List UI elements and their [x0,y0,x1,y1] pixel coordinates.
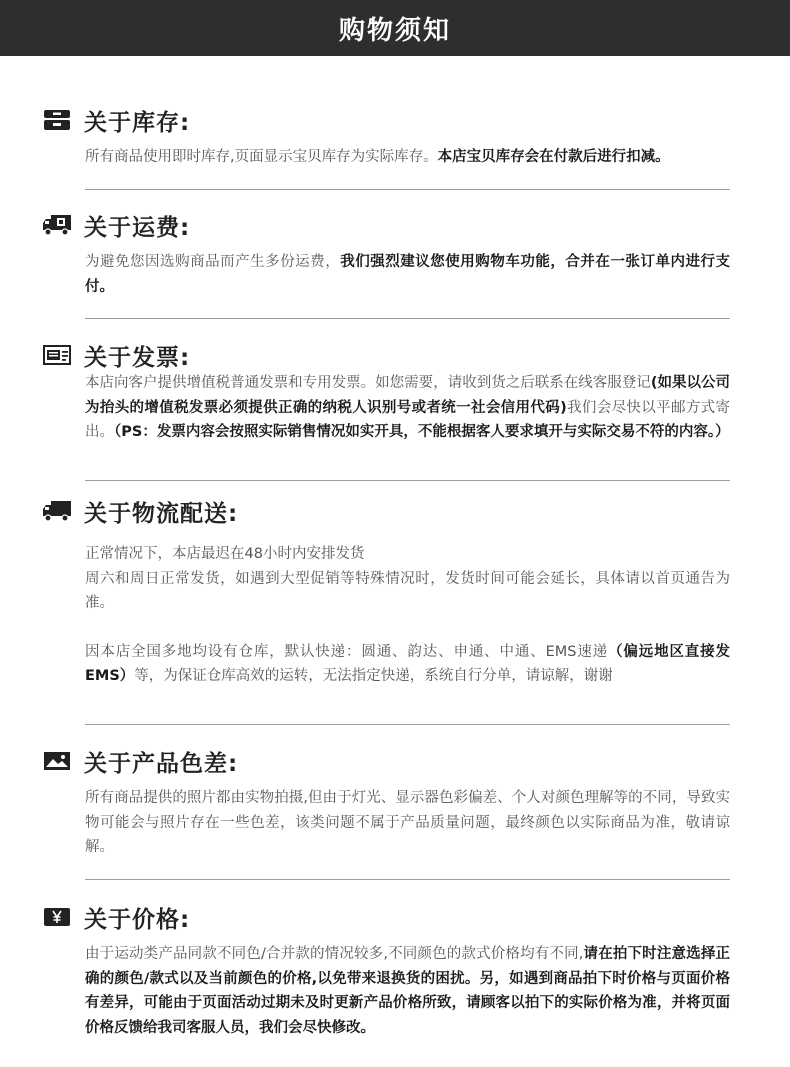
delivery-truck-icon [42,213,72,237]
page-title: 购物须知 [338,15,451,46]
section-title: 关于库存: [84,109,191,136]
section-body: 所有商品使用即时库存,页面显示宝贝库存为实际库存。本店宝贝库存会在付款后进行扣减。 [85,149,670,165]
image-icon [42,749,72,773]
section-title: 关于发票: [84,344,191,371]
section-body: 本店向客户提供增值税普通发票和专用发票。如您需要，请收到货之后联系在线客服登记(如果以公司为抬头的增值税发票必须提供正确的纳税人识别号或者统一社会信用代码)我们会尽快以平邮方式寄出。（PS：发票内容会按照实际销售情况如实开具，不能根据客人要求填开与实际交易不符的内容。） [85,375,731,440]
divider [85,189,730,190]
section-body: 正常情况下，本店最迟在48小时内安排发货 周六和周日正常发货，如遇到大型促销等特殊情况时，发货时间可能会延长，具体请以首页通告为准。 因本店全国多地均设有仓库，默认快递：圆通、韵达、申通、中通、EMS速递（偏远地区直接发EMS）等，为保证仓库高效的运转，无法指定快递，系统自行分单，请谅解，谢谢 [85,546,731,684]
invoice-icon [42,343,72,367]
divider [85,724,730,725]
section-body: 由于运动类产品同款不同色/合并款的情况较多,不同颜色的款式价格均有不同,请在拍下时注意选择正确的颜色/款式以及当前颜色的价格,以免带来退换货的困扰。另，如遇到商品拍下时价格与页面价格有差异，可能由于页面活动过期未及时更新产品价格所致，请顾客以拍下的实际价格为准，并将页面价格反馈给我司客服人员，我们会尽快修改。 [85,946,731,1036]
section-title: 关于物流配送: [84,500,239,527]
section-body: 所有商品提供的照片都由实物拍摄,但由于灯光、显示器色彩偏差、个人对颜色理解等的不同，导致实物可能会与照片存在一些色差，该类问题不属于产品质量问题，最终颜色以实际商品为准，敬请谅解。 [85,790,730,855]
section-body: 为避免您因选购商品而产生多份运费，我们强烈建议您使用购物车功能，合并在一张订单内进行支付。 [85,254,730,295]
section-title: 关于运费: [84,214,191,241]
yen-icon [42,905,72,929]
divider [85,480,730,481]
divider [85,879,730,880]
divider [85,318,730,319]
inventory-icon [42,108,72,132]
shipping-truck-icon [42,499,72,523]
section-title: 关于价格: [84,906,191,933]
page-header [0,0,790,56]
section-title: 关于产品色差: [84,750,239,777]
